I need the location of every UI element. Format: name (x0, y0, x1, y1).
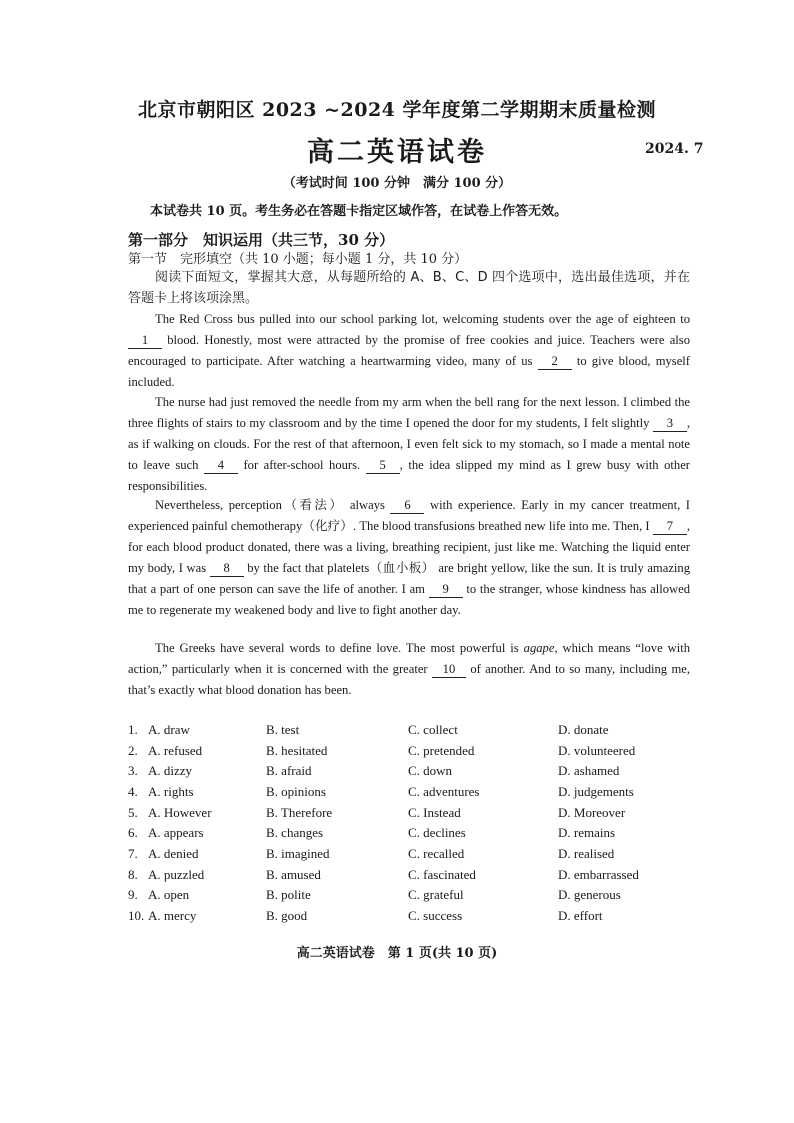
option-b: B. changes (266, 825, 324, 840)
question-number: 4. (128, 784, 138, 799)
option-c: C. grateful (408, 887, 464, 902)
exam-notice: 本试卷共 10 页。考生务必在答题卡指定区域作答，在试卷上作答无效。 (150, 204, 568, 219)
passage-paragraph-1 (128, 309, 690, 393)
question-row (128, 887, 728, 907)
option-c: C. declines (408, 825, 466, 840)
blank-6: 6 (390, 497, 424, 514)
option-b: B. test (266, 722, 300, 737)
blank-8: 8 (210, 560, 244, 577)
option-c: C. recalled (408, 846, 465, 861)
option-b: B. amused (266, 867, 321, 882)
option-a: A. denied (148, 846, 199, 861)
question-row (128, 908, 728, 928)
option-a: A. open (148, 887, 190, 902)
option-a: A. puzzled (148, 867, 205, 882)
question-row (128, 722, 728, 742)
option-a: A. However (148, 805, 212, 820)
option-d: D. remains (558, 825, 616, 840)
question-row (128, 763, 728, 783)
passage-text: , which means “love with action,” particularly when it is concerned with the greater (128, 641, 690, 676)
passage-italic-word: agape (523, 641, 555, 655)
option-a: A. mercy (148, 908, 197, 923)
blank-5: 5 (366, 457, 400, 474)
question-row (128, 743, 728, 763)
option-a: A. dizzy (148, 763, 193, 778)
section-heading: 第一节 完形填空（共 10 小题；每小题 1 分，共 10 分） (128, 252, 468, 267)
blank-2: 2 (538, 353, 572, 370)
question-row (128, 867, 728, 887)
page-footer: 高二英语试卷 第 1 页(共 10 页) (296, 946, 498, 961)
option-b: B. polite (266, 887, 311, 902)
passage-text: of another. And to so many, including me, that’s exactly what blood donation has been. (128, 662, 690, 697)
passage-text: by the fact that platelets（血小板） are bright yellow, like the sun. It is truly amazing that a part of one person can save the life of another. I am (128, 561, 691, 596)
option-c: C. fascinated (408, 867, 476, 882)
question-number: 9. (128, 887, 138, 902)
page-title: 高二英语试卷 (307, 137, 487, 168)
passage-text: with experience. Early in my cancer treatment, I experienced painful chemotherapy（化疗）. The blood transfusions breathed new life into me. Then, I (128, 498, 690, 533)
question-row (128, 846, 728, 866)
passage-paragraph-2 (128, 392, 690, 497)
instructions: 阅读下面短文，掌握其大意，从每题所给的 A、B、C、D 四个选项中，选出最佳选项，并在答题卡上将该项涂黑。 (128, 270, 690, 306)
option-d: D. volunteered (558, 743, 636, 758)
passage-text: , the idea slipped my mind as I grew busy with other responsibilities. (128, 458, 690, 493)
option-d: D. Moreover (558, 805, 626, 820)
passage-text: blood. Honestly, most were attracted by the promise of free cookies and juice. Teachers were also encouraged to participate. After watching a heartwarming video, many of us (128, 333, 690, 368)
option-c: C. adventures (408, 784, 480, 799)
option-d: D. generous (558, 887, 621, 902)
exam-info: （考试时间 100 分钟 满分 100 分） (282, 176, 512, 191)
option-c: C. collect (408, 722, 458, 737)
blank-3: 3 (653, 415, 687, 432)
option-b: B. Therefore (266, 805, 333, 820)
option-a: A. appears (148, 825, 204, 840)
question-row (128, 784, 728, 804)
blank-10: 10 (432, 661, 466, 678)
passage-text: , as if walking on clouds. For the rest of that afternoon, I even felt sick to my stomach, so I made a mental note to leave such (128, 416, 690, 472)
passage-text: to give blood, myself included. (128, 354, 690, 389)
blank-9: 9 (429, 581, 463, 598)
passage-paragraph-4 (128, 638, 690, 701)
part-heading: 第一部分 知识运用（共三节，30 分） (128, 231, 395, 249)
question-row (128, 805, 728, 825)
question-number: 6. (128, 825, 138, 840)
option-b: B. good (266, 908, 308, 923)
passage-text: The Red Cross bus pulled into our school parking lot, welcoming students over the age of eighteen to (155, 312, 690, 326)
blank-7: 7 (653, 518, 687, 535)
option-c: C. pretended (408, 743, 475, 758)
question-number: 3. (128, 763, 138, 778)
question-number: 5. (128, 805, 138, 820)
question-number: 8. (128, 867, 138, 882)
blank-1: 1 (128, 332, 162, 349)
option-c: C. success (408, 908, 463, 923)
blank-4: 4 (204, 457, 238, 474)
passage-text: , for each blood product donated, there was a living, breathing recipient, just like me. Watching the liquid enter my body, I was (128, 519, 690, 575)
option-d: D. effort (558, 908, 603, 923)
option-d: D. realised (558, 846, 615, 861)
passage-text: for after-school hours. (237, 458, 366, 472)
exam-date: 2024. 7 (645, 141, 704, 157)
question-row (128, 825, 728, 845)
option-b: B. opinions (266, 784, 326, 799)
option-d: D. donate (558, 722, 609, 737)
passage-text: The nurse had just removed the needle from my arm when the bell rang for the next lesson. I climbed the three flights of stairs to my classroom and by the time I opened the door for my students, I felt slightly (128, 395, 690, 430)
option-a: A. draw (148, 722, 190, 737)
passage-text: to the stranger, whose kindness has allowed me to regenerate my weakened body and live to fight another day. (128, 582, 690, 617)
question-number: 2. (128, 743, 138, 758)
question-number: 1. (128, 722, 138, 737)
option-d: D. embarrassed (558, 867, 639, 882)
passage-text: Nevertheless, perception（看法） always (155, 498, 391, 512)
question-number: 7. (128, 846, 138, 861)
option-c: C. down (408, 763, 453, 778)
option-a: A. refused (148, 743, 203, 758)
option-b: B. imagined (266, 846, 330, 861)
passage-text: The Greeks have several words to define love. The most powerful is (155, 641, 524, 655)
passage-paragraph-3 (128, 495, 690, 621)
option-b: B. hesitated (266, 743, 328, 758)
option-c: C. Instead (408, 805, 461, 820)
option-a: A. rights (148, 784, 194, 799)
question-number: 10. (128, 908, 145, 923)
option-b: B. afraid (266, 763, 312, 778)
option-d: D. judgements (558, 784, 634, 799)
option-d: D. ashamed (558, 763, 620, 778)
exam-header: 北京市朝阳区 2023 ~2024 学年度第二学期期末质量检测 (137, 99, 657, 121)
